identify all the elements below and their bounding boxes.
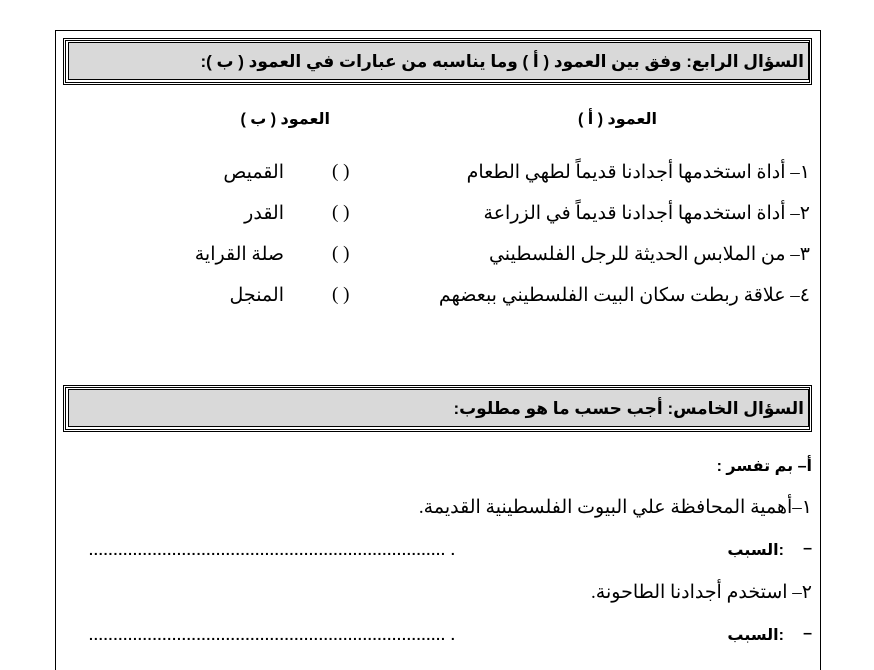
match-blank-1[interactable]: ( ) xyxy=(332,161,350,182)
match-blank-4[interactable]: ( ) xyxy=(332,284,350,305)
question-5-header-box xyxy=(63,385,812,432)
column-b-header: العمود ( ب ) xyxy=(240,111,330,128)
column-a-header: العمود ( أ ) xyxy=(578,111,657,128)
match-blank-2[interactable]: ( ) xyxy=(332,202,350,223)
explain-item-2: ٢– استخدم أجدادنا الطاحونة. xyxy=(591,582,812,603)
match-item-b-1: القميص xyxy=(223,162,284,183)
section-a-label: أ– بم تفسر : xyxy=(716,458,812,475)
question-5-title: السؤال الخامس: أجب حسب ما هو مطلوب: xyxy=(68,389,809,427)
reason-answer-line-1[interactable]: ......................................................................... . xyxy=(89,542,456,558)
match-item-a-2: ٢– أداة استخدمها أجدادنا قديماً في الزراعة xyxy=(483,203,810,224)
match-item-a-3: ٣– من الملابس الحديثة للرجل الفلسطيني xyxy=(488,244,810,265)
reason-label-1: السبب: xyxy=(727,542,784,559)
match-item-b-3: صلة القراية xyxy=(194,244,284,265)
match-item-b-4: المنجل xyxy=(229,285,284,306)
question-4-title: السؤال الرابع: وفق بين العمود ( أ ) وما يناسبه من عبارات في العمود ( ب ): xyxy=(68,42,809,80)
reason-label-2: السبب: xyxy=(727,627,784,644)
reason-dash-1: – xyxy=(803,540,812,557)
match-item-a-1: ١– أداة استخدمها أجدادنا قديماً لطهي الطعام xyxy=(466,162,810,183)
reason-dash-2: – xyxy=(803,625,812,642)
reason-answer-line-2[interactable]: ......................................................................... . xyxy=(89,627,456,643)
explain-item-1: ١–أهمية المحافظة علي البيوت الفلسطينية القديمة. xyxy=(418,497,812,518)
match-blank-3[interactable]: ( ) xyxy=(332,243,350,264)
worksheet-page xyxy=(55,30,821,670)
match-item-a-4: ٤– علاقة ربطت سكان البيت الفلسطيني ببعضهم xyxy=(438,285,810,306)
match-item-b-2: القدر xyxy=(244,203,284,224)
question-4-header-box xyxy=(63,38,812,85)
